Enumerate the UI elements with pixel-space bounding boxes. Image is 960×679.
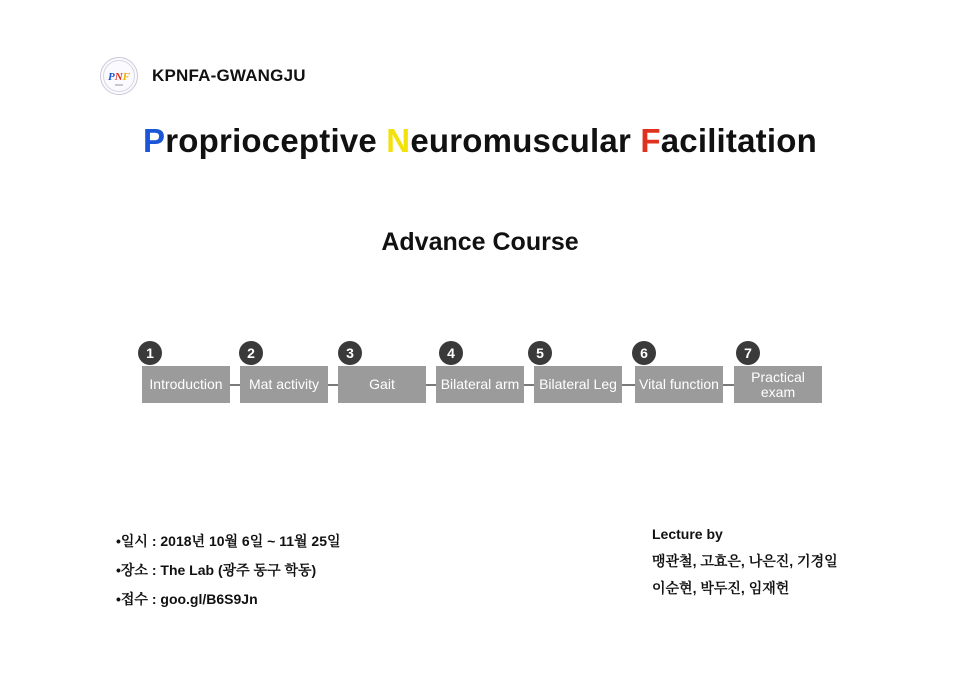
step-number-badge: 7: [736, 341, 760, 365]
step-label: Bilateral arm: [436, 366, 524, 403]
step-label: Gait: [338, 366, 426, 403]
page-title: [0, 122, 960, 160]
step-label: Vital function: [635, 366, 723, 403]
pnf-logo-icon: [102, 59, 136, 93]
svg-text:PNF: PNF: [107, 71, 131, 83]
event-place: •장소 : The Lab (광주 동구 학동): [116, 562, 317, 578]
step-number-badge: 6: [632, 341, 656, 365]
kpnfa-logo: [100, 57, 138, 95]
event-date: •일시 : 2018년 10월 6일 ~ 11월 25일: [116, 533, 341, 549]
step-number-badge: 4: [439, 341, 463, 365]
step-number-badge: 3: [338, 341, 362, 365]
course-subtitle: Advance Course: [381, 228, 579, 256]
title-f-letter: F: [640, 122, 661, 159]
step-number-badge: 5: [528, 341, 552, 365]
step-number-badge: 2: [239, 341, 263, 365]
step-label: Mat activity: [240, 366, 328, 403]
step-label-line: exam: [760, 383, 796, 400]
title-f-rest: acilitation: [660, 122, 817, 159]
step-label-line: Practical: [751, 368, 805, 385]
org-name: KPNFA-GWANGJU: [152, 66, 306, 85]
title-p-letter: P: [143, 122, 166, 159]
lecturers-line-1: 맹관철, 고효은, 나은진, 기경일: [652, 553, 838, 569]
step-number-badge: 1: [138, 341, 162, 365]
step-label: [734, 366, 822, 403]
title-n-letter: N: [386, 122, 411, 159]
step-label: Bilateral Leg: [534, 366, 622, 403]
event-info: [116, 527, 341, 614]
title-n-rest: euromuscular: [410, 122, 641, 159]
event-registration: •접수 : goo.gl/B6S9Jn: [116, 591, 258, 607]
lecturers: [652, 521, 838, 602]
title-p-rest: roprioceptive: [165, 122, 387, 159]
lecturers-heading: Lecture by: [652, 526, 723, 542]
lecturers-line-2: 이순현, 박두진, 임재헌: [652, 580, 790, 596]
step-label: Introduction: [142, 366, 230, 403]
